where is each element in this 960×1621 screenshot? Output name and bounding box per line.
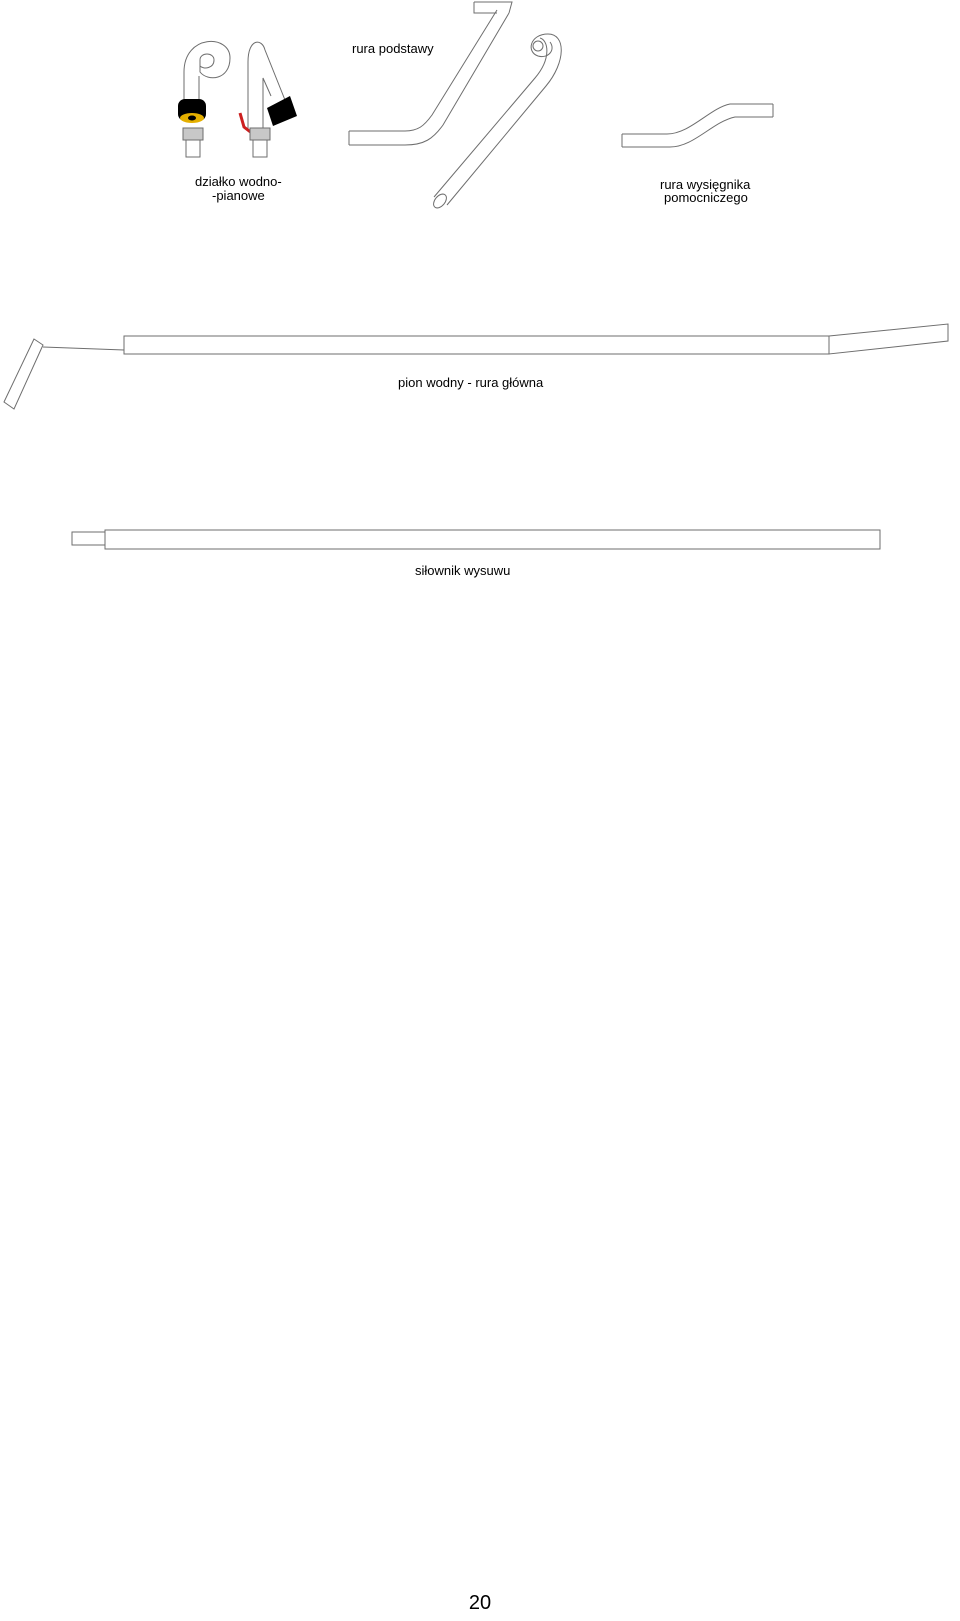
main-pipe-label: pion wodny - rura główna — [398, 375, 544, 390]
aux-boom-pipe-figure — [622, 104, 773, 147]
main-pipe-figure — [4, 324, 948, 409]
base-pipe-label: rura podstawy — [352, 41, 434, 56]
base-pipe-figure — [349, 2, 561, 210]
actuator-label: siłownik wysuwu — [415, 563, 511, 578]
cannon-label-line1: działko wodno- — [195, 174, 282, 189]
actuator-figure — [72, 530, 880, 549]
aux-boom-label-line2: pomocniczego — [664, 190, 748, 205]
nozzle-body-right — [267, 96, 297, 126]
aux-boom-label-line1: rura wysięgnika — [660, 177, 751, 192]
page-number: 20 — [468, 1592, 492, 1614]
cannon-right-figure — [240, 42, 297, 157]
cannon-label-line2: -pianowe — [212, 188, 265, 203]
coupling — [183, 128, 203, 140]
cannon-left-figure — [178, 41, 230, 157]
